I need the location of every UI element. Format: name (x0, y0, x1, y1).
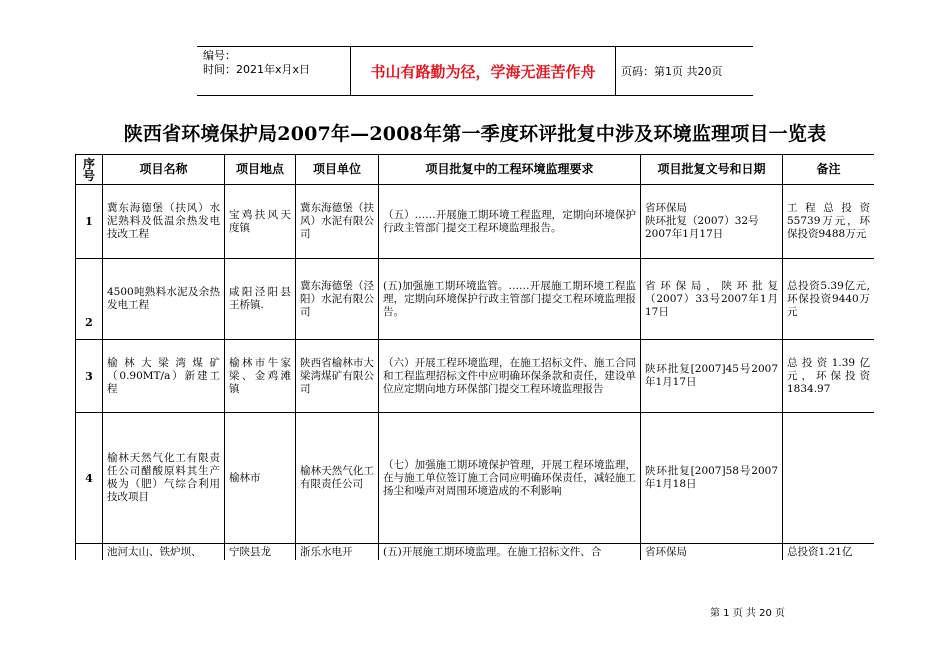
column-header: 项目地点 (225, 155, 296, 185)
project-unit: 榆林天然气化工有限责任公司 (296, 413, 379, 544)
row-number: 2 (76, 259, 103, 340)
project-location: 榆林市牛家梁、金鸡滩镇 (225, 340, 296, 413)
project-unit: 冀东海德堡（泾阳）水泥有限公司 (296, 259, 379, 340)
approval-info: 陕环批复[2007]45号2007年1月17日 (641, 340, 783, 413)
table-header-row (76, 155, 875, 185)
remark: 总投资5.39亿元,环保投资9440万元 (783, 259, 875, 340)
approval-info: 省环保局，陕环批复（2007）33号2007年1月17日 (641, 259, 783, 340)
page-code: 页码：第1页 共20页 (621, 65, 723, 78)
monitoring-requirement: （五）……开展施工期环境工程监理，定期向环境保护行政主管部门提交工程环境监理报告。 (379, 185, 641, 259)
table-row (76, 185, 875, 259)
column-header: 项目批复中的工程环境监理要求 (379, 155, 641, 185)
monitoring-requirement: （七）加强施工期环境保护管理，开展工程环境监理，在与施工单位签订施工合同应明确环保责任，减轻施工扬尘和噪声对周围环境造成的不利影响 (379, 413, 641, 544)
document-title: 陕西省环境保护局2007年—2008年第一季度环评批复中涉及环境监理项目一览表 (123, 123, 827, 145)
project-unit: 浙乐水电开 (296, 544, 379, 561)
table-row (76, 259, 875, 340)
column-header: 备注 (783, 155, 875, 185)
column-header: 项目批复文号和日期 (641, 155, 783, 185)
remark: 工程总投资55739万元，环保投资9488万元 (783, 185, 875, 259)
column-header: 序号 (76, 155, 103, 185)
project-name: 冀东海德堡（扶风）水泥熟料及低温余热发电技改工程 (103, 185, 225, 259)
project-location: 榆林市 (225, 413, 296, 544)
page-footer: 第 1 页 共 20 页 (710, 608, 785, 619)
column-header: 项目名称 (103, 155, 225, 185)
row-number: 4 (76, 413, 103, 544)
project-unit: 冀东海德堡（扶风）水泥有限公司 (296, 185, 379, 259)
project-name: 榆林天然气化工有限责任公司醋酸原料其生产极为（肥）气综合利用技改项目 (103, 413, 225, 544)
monitoring-requirement: （六）开展工程环境监理，在施工招标文件、施工合同和工程监理招标文件中应明确环保条款和责任，建设单位应定期向地方环保部门提交工程环境监理报告 (379, 340, 641, 413)
project-name: 4500吨熟料水泥及余热发电工程 (103, 259, 225, 340)
header-meta (197, 47, 350, 95)
motto-text: 书山有路勤为径，学海无涯苦作舟 (350, 47, 616, 95)
row-number: 1 (76, 185, 103, 259)
serial-label: 编号： (203, 49, 236, 62)
time-label: 时间：2021年x月x日 (203, 63, 311, 76)
approval-info: 省环保局 (641, 544, 783, 561)
table-row (76, 544, 875, 561)
approval-info: 省环保局 陕环批复（2007）32号 2007年1月17日 (641, 185, 783, 259)
approval-info: 陕环批复[2007]58号2007年1月18日 (641, 413, 783, 544)
project-table (75, 154, 874, 560)
monitoring-requirement: (五)开展施工期环境监理。在施工招标文件、合 (379, 544, 641, 561)
project-location: 咸阳泾阳县王桥镇. (225, 259, 296, 340)
row-number (76, 544, 103, 561)
remark: 总投资1.21亿 (783, 544, 875, 561)
column-header: 项目单位 (296, 155, 379, 185)
row-number: 3 (76, 340, 103, 413)
project-unit: 陕西省榆林市大梁湾煤矿有限公司 (296, 340, 379, 413)
table-row (76, 340, 875, 413)
table-row (76, 413, 875, 544)
project-location: 宝鸡扶风天度镇 (225, 185, 296, 259)
project-name: 榆林大梁湾煤矿（0.90MT/a）新建工程 (103, 340, 225, 413)
remark (783, 413, 875, 544)
project-name: 池河太山、铁炉坝、 (103, 544, 225, 561)
remark: 总投资1.39亿元，环保投资1834.97 (783, 340, 875, 413)
project-location: 宁陕县龙 (225, 544, 296, 561)
project-table-container (75, 154, 874, 560)
monitoring-requirement: (五)加强施工期环境监管。……开展施工期环境工程监理，定期向环境保护行政主管部门提交工程环境监理报告。 (379, 259, 641, 340)
document-header (197, 46, 753, 96)
